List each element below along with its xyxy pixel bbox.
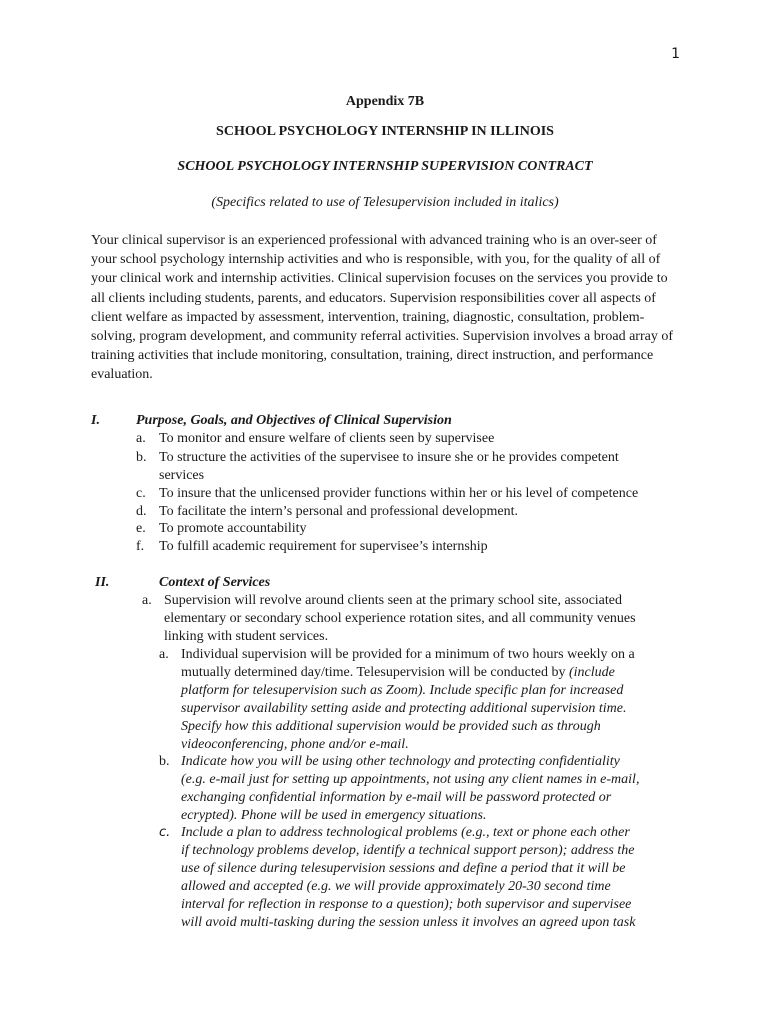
sub-list-item-continuation [181,664,615,682]
list-item: Supervision will revolve around clients seen at the primary school site, associated [164,593,622,608]
sub-list-text: mutually determined day/time. Telesupervision will be conducted by [181,665,569,680]
sub-list-item-continuation: platform for telesupervision such as Zoom). Include specific plan for increased [181,683,624,698]
sub-list-item-continuation: ecrypted). Phone will be used in emergency situations. [181,808,487,823]
section-1-heading: Purpose, Goals, and Objectives of Clinical Supervision [136,413,452,428]
sub-list-item-continuation: use of silence during telesupervision sessions and define a period that it will be [181,861,626,876]
list-marker: b. [136,450,147,465]
telesupervision-note: (Specifics related to use of Telesupervision included in italics) [211,195,559,210]
document-title: SCHOOL PSYCHOLOGY INTERNSHIP IN ILLINOIS [216,124,554,139]
list-marker: f. [136,539,145,554]
sub-list-item-continuation: supervisor availability setting aside and protecting additional supervision time. [181,701,627,716]
list-marker: e. [136,521,146,536]
sub-list-item: Include a plan to address technological problems (e.g., text or phone each other [181,825,630,840]
sub-list-marker: a. [159,647,169,662]
intro-paragraph: Your clinical supervisor is an experienced professional with advanced training who is an over-seer of your school psychology internship activities and who is responsible, with you, for the quality of all of your clinical work and internship activities. Clinical supervision focuses on the services you provide to all clients including students, parents, and educators. Supervision responsibilities cover all aspects of client welfare as impacted by assessment, intervention, training, diagnostic, consultation, problem-solving, program development, and community referral activities. Supervision involves a broad array of training activities that include monitoring, consultation, training, direct instruction, and performance evaluation. [91,233,674,383]
sub-list-item: Indicate how you will be using other technology and protecting confidentiality [181,754,620,769]
list-item-continuation: services [159,468,205,483]
list-marker: a. [142,593,152,608]
list-item: To promote accountability [159,521,307,536]
section-2-numeral: II. [95,575,110,590]
sub-list-item-continuation: videoconferencing, phone and/or e-mail. [181,737,409,752]
section-1-numeral: I. [91,413,100,428]
page-number: 1 [671,46,680,62]
sub-list-item-continuation: interval for reflection in response to a question); both supervisor and supervisee [181,897,632,912]
sub-list-item-continuation: Specify how this additional supervision would be provided such as through [181,719,601,734]
list-item: To fulfill academic requirement for supervisee’s internship [159,539,488,554]
section-2-heading: Context of Services [159,575,271,590]
sub-list-item-continuation: if technology problems develop, identify a technical support person); address the [181,843,635,858]
sub-list-item: Individual supervision will be provided for a minimum of two hours weekly on a [181,647,635,662]
list-item: To facilitate the intern’s personal and professional development. [159,504,519,519]
sub-list-item-continuation: (e.g. e-mail just for setting up appointments, not using any client names in e-mail, [181,772,640,787]
list-marker: c. [136,486,146,501]
list-item-continuation: elementary or secondary school experience rotation sites, and all community venues [164,611,636,626]
document-subtitle: SCHOOL PSYCHOLOGY INTERNSHIP SUPERVISION CONTRACT [177,159,593,174]
list-marker: d. [136,504,147,519]
sub-list-item-continuation: will avoid multi-tasking during the session unless it involves an agreed upon task [181,915,636,930]
list-marker: a. [136,431,146,446]
sub-list-marker: c. [159,825,171,840]
sub-list-item-continuation: allowed and accepted (e.g. we will provide approximately 20-30 second time [181,879,611,894]
list-item: To insure that the unlicensed provider functions within her or his level of competence [159,486,639,501]
list-item-continuation: linking with student services. [164,629,329,644]
list-item: To monitor and ensure welfare of clients seen by supervisee [159,431,495,446]
appendix-label: Appendix 7B [345,94,425,109]
sub-list-text-italic: (include [568,665,615,680]
list-item: To structure the activities of the supervisee to insure she or he provides competent [159,450,619,465]
sub-list-marker: b. [159,754,170,769]
sub-list-item-continuation: exchanging confidential information by e-mail will be password protected or [181,790,612,805]
